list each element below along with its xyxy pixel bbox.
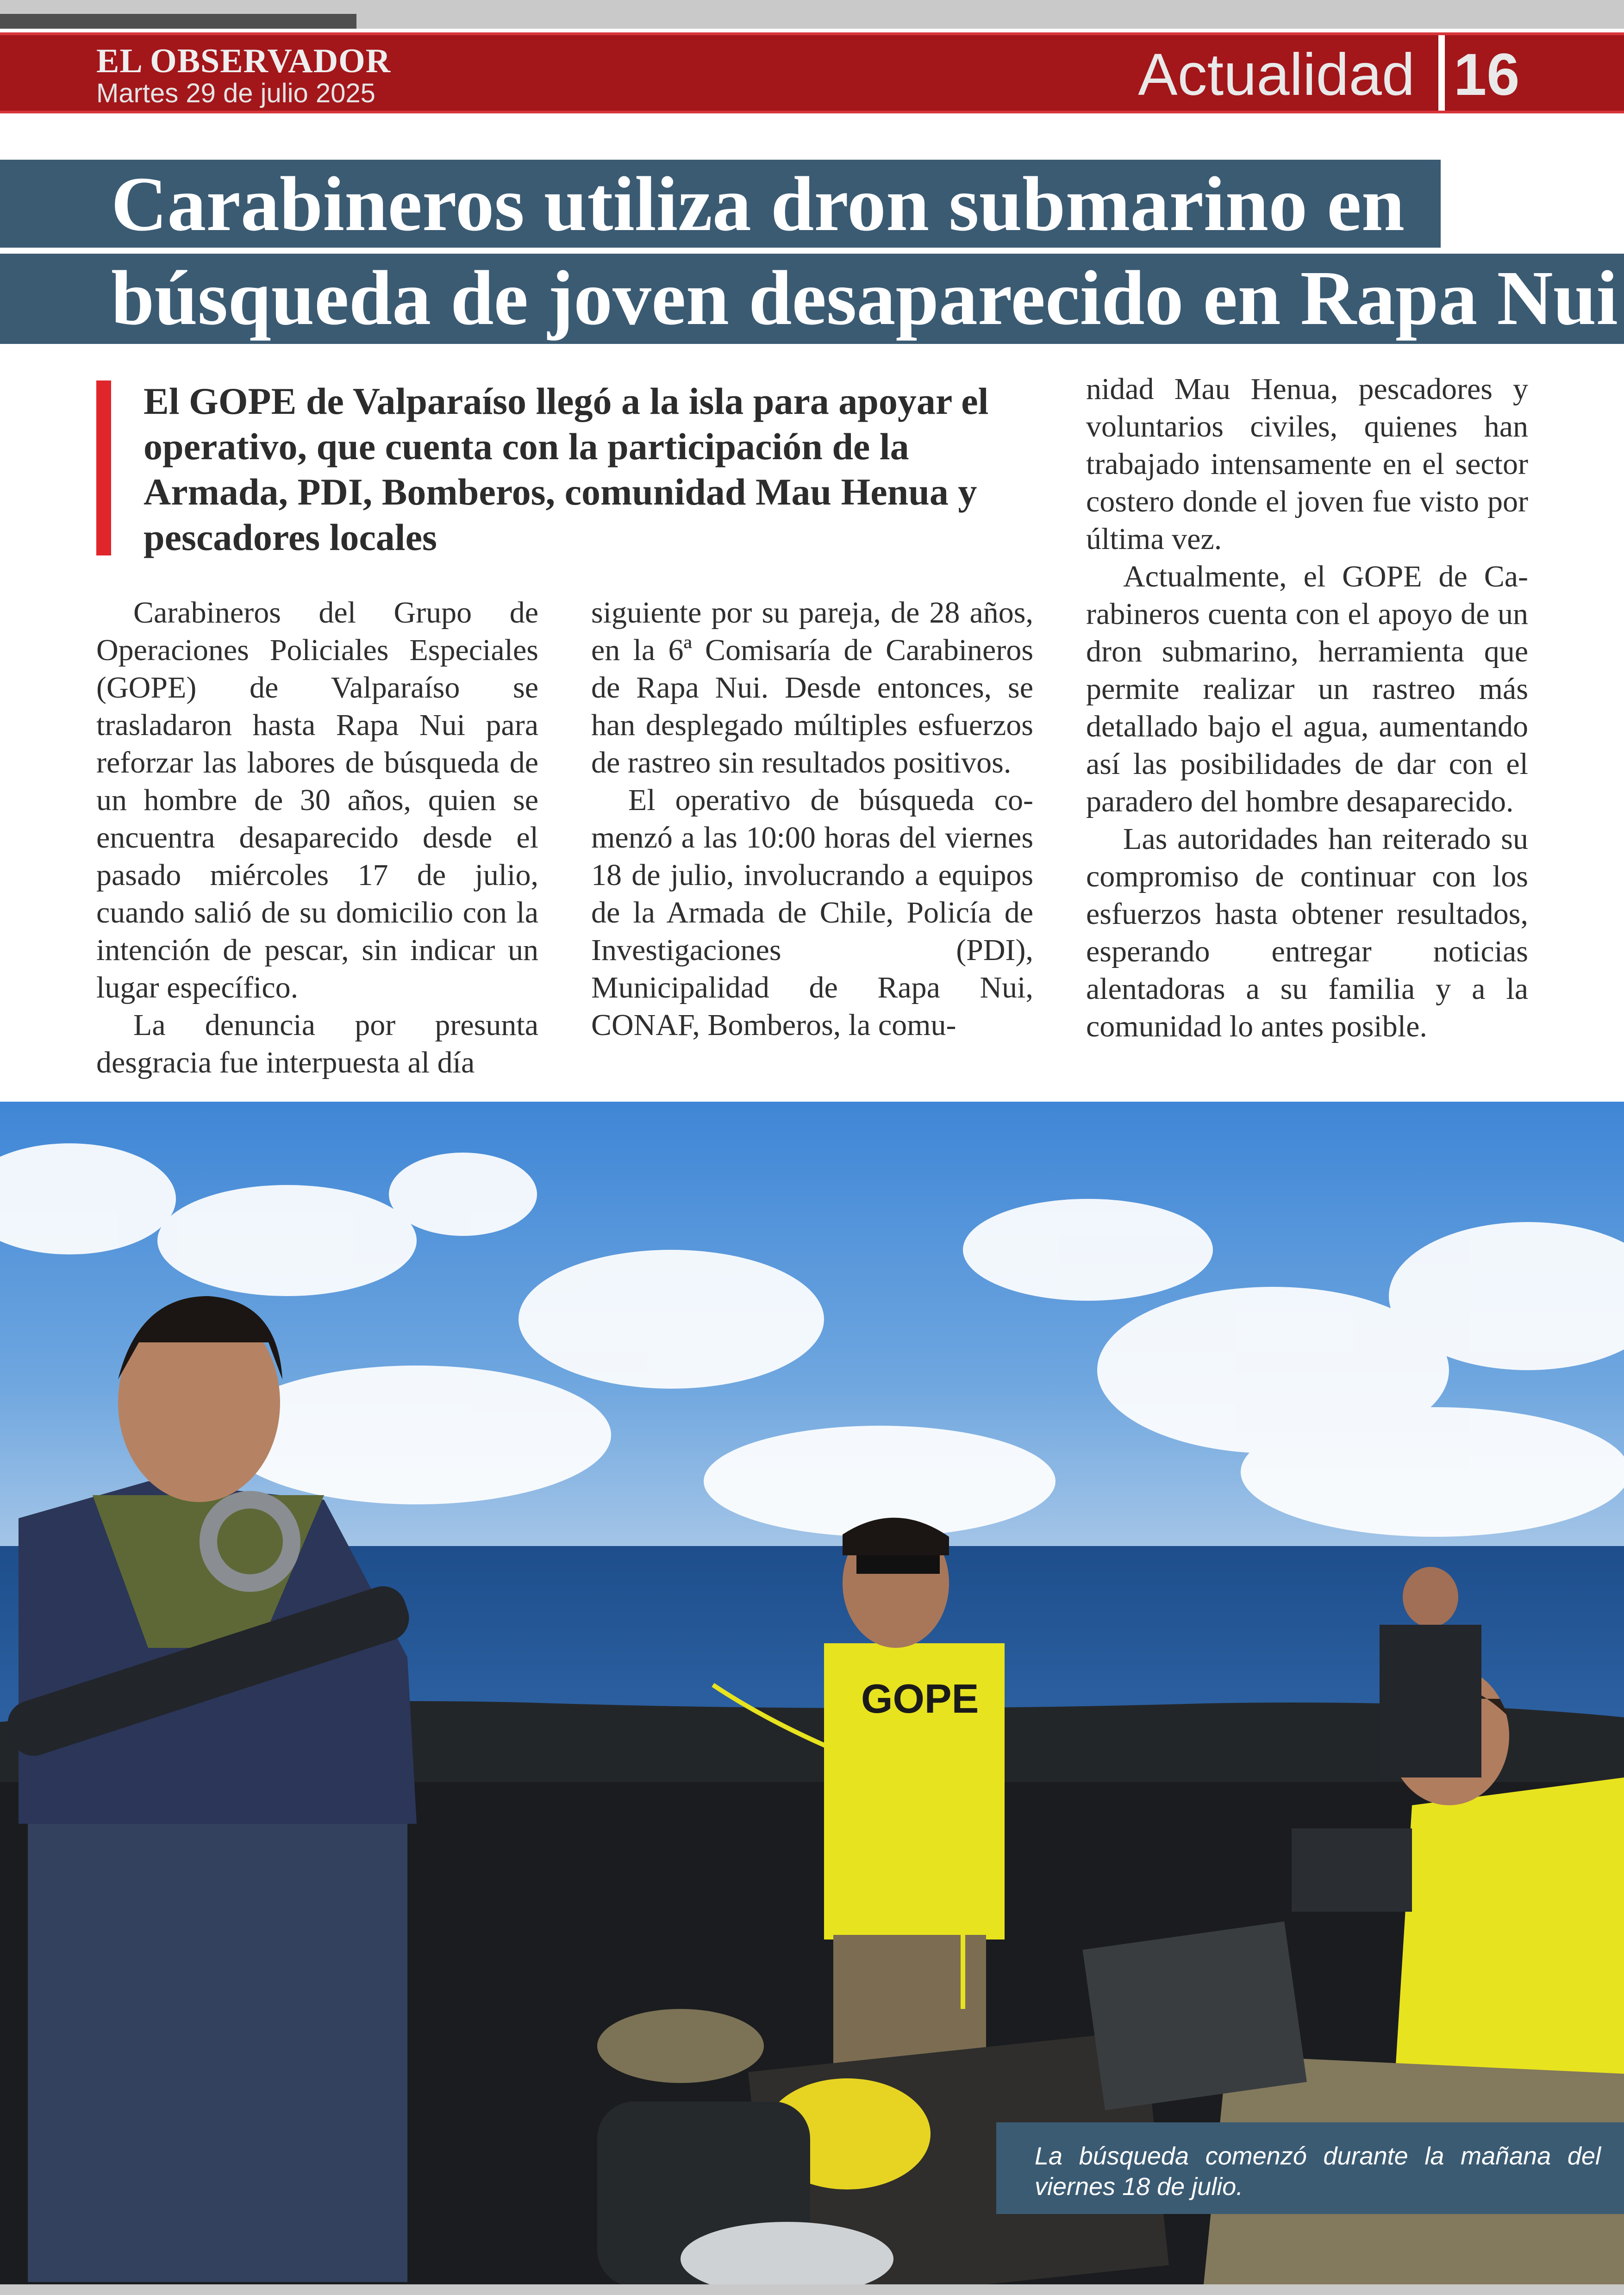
headline-line-1: Carabineros utiliza dron submarino en <box>0 160 1441 248</box>
body-paragraph: nidad Mau Henua, pescadores y voluntarios civiles, quienes han trabajado intensamente en el sector costero donde el joven fue visto por última vez. <box>1086 372 1528 556</box>
bottom-border <box>0 2284 1624 2295</box>
issue-date: Martes 29 de julio 2025 <box>96 78 375 108</box>
masthead <box>0 32 1624 113</box>
body-paragraph: siguiente por su pareja, de 28 años, en la 6ª Comisaría de Carabineros de Rapa Nui. Desde entonces, se han desplegado múltiples esfuerzos de rastreo sin resultados positivos. <box>591 596 1033 780</box>
gope-shirt-lettering: GOPE <box>861 1676 979 1721</box>
deck-accent-rule <box>96 380 111 555</box>
top-border <box>0 0 1624 29</box>
newspaper-name: EL OBSERVADOR <box>96 42 391 80</box>
body-paragraph: Carabineros del Grupo de Operaciones Policiales Especiales (GOPE) de Valparaíso se trasladaron hasta Rapa Nui para reforzar las labores de búsqueda de un hombre de 30 años, quien se encuentra desaparecido desde el pasado miércoles 17 de julio, cuando salió de su domicilio con la intención de pescar, sin indicar un lugar específico. <box>96 596 538 1004</box>
body-paragraph: El operativo de búsqueda comenzó a las 10:00 horas del viernes 18 de julio, involucrando a equipos de la Armada de Chile, Policía de Investigaciones (PDI), Municipalidad de Rapa Nui, CONAF, Bomberos, la comu- <box>591 783 1033 1042</box>
body-column-2 <box>591 594 1033 1044</box>
page-number: 16 <box>1454 42 1520 108</box>
body-paragraph: Actualmente, el GOPE de Carabineros cuenta con el apoyo de un dron submarino, herramienta que permite realizar un rastreo más detallado bajo el agua, aumentando así las posibilidades de dar con el paradero del hombre desaparecido. <box>1086 560 1528 818</box>
section-name: Actualidad <box>1138 42 1415 108</box>
photo-caption: La búsqueda comenzó durante la mañana del viernes 18 de julio. <box>996 2122 1624 2214</box>
top-border-accent <box>0 14 356 29</box>
page-number-divider <box>1438 35 1445 111</box>
headline-line-2: búsqueda de joven desaparecido en Rapa Nui <box>0 254 1624 344</box>
body-paragraph: La denuncia por presunta desgracia fue interpuesta al día <box>96 1008 538 1079</box>
body-paragraph: Las autoridades han reiterado su compromiso de continuar con los esfuerzos hasta obtener resultados, esperando entregar noticias alentadoras a su familia y a la comunidad lo antes posible. <box>1086 822 1528 1043</box>
body-column-3 <box>1086 370 1528 1045</box>
news-photo <box>0 1102 1624 2284</box>
article-deck: El GOPE de Valparaíso llegó a la isla para apoyar el operativo, que cuenta con la participación de la Armada, PDI, Bomberos, comunidad Mau Henua y pescadores locales <box>144 380 989 558</box>
body-column-1 <box>96 594 538 1081</box>
